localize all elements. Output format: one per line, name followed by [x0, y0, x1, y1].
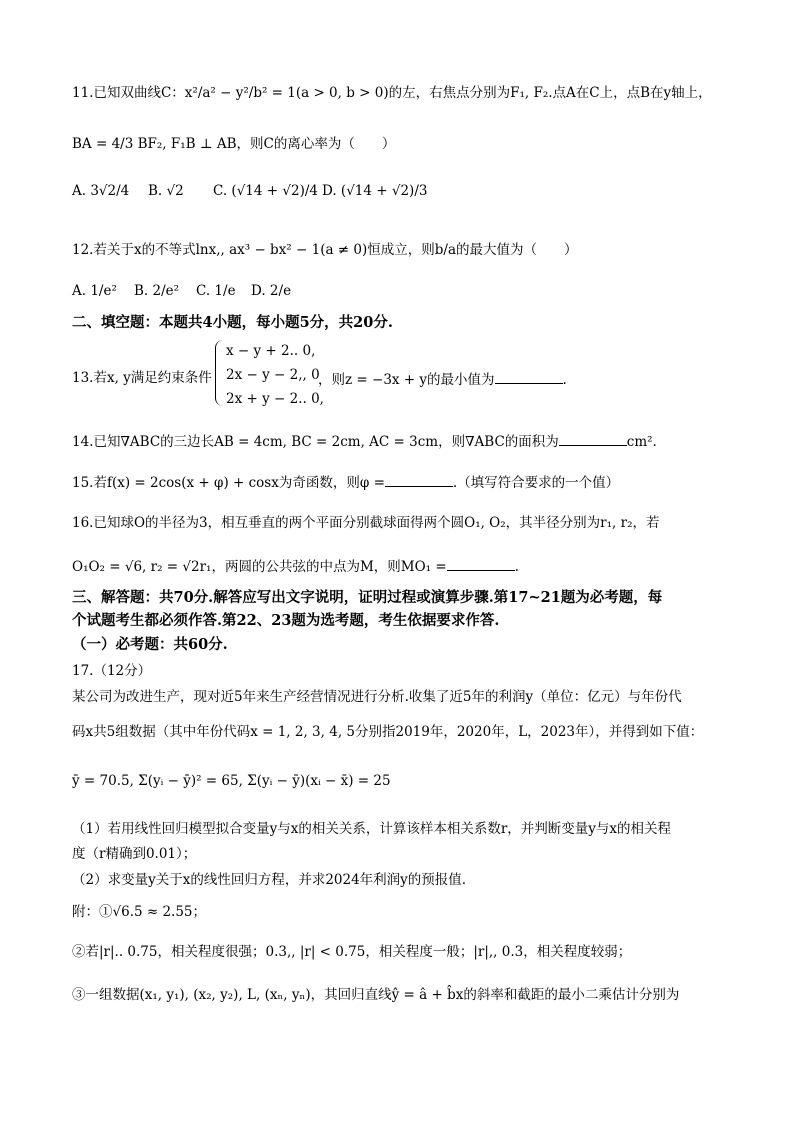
q14-answer-blank[interactable]	[559, 431, 627, 446]
q13-constraint-1: x − y + 2.. 0,	[226, 343, 316, 359]
q11-option-d: D. (√14 + √2)/3	[322, 183, 428, 199]
q17-part1-line2: 度（r精确到0.01）；	[72, 846, 197, 862]
section3-heading-line1: 三、解答题：共70分.解答应写出文字说明，证明过程或演算步骤.第17~21题为必考题，每	[72, 589, 663, 606]
q11-option-a: A. 3√2/4	[72, 183, 130, 199]
q17-head: 17.（12分）	[72, 663, 152, 679]
q15-question: 15.若f(x) = 2cos(x + φ) + cosx为奇函数，则φ =	[72, 475, 385, 491]
q15-answer-blank[interactable]	[385, 472, 453, 487]
q12-option-d: D. 2/e	[251, 283, 292, 299]
q13-end: .	[562, 372, 567, 388]
q16-line2	[72, 556, 519, 576]
q17-given-values: ȳ = 70.5, Σ(yᵢ − ȳ)² = 65, Σ(yᵢ − ȳ)(xᵢ − x̄) = 25	[72, 773, 391, 789]
section3-subheading: （一）必考题：共60分.	[72, 636, 228, 653]
q14-question: 14.已知∇ABC的三边长AB = 4cm, BC = 2cm, AC = 3cm，则∇ABC的面积为	[72, 434, 559, 450]
q12-option-c: C. 1/e	[196, 283, 236, 299]
q11-option-c: C. (√14 + √2)/4	[213, 183, 318, 199]
q12-line1: 12.若关于x的不等式lnx,, ax³ − bx² − 1(a ≠ 0)恒成立，则b/a的最大值为（ ）	[72, 242, 578, 258]
q17-paragraph-2: 码x共5组数据（其中年份代码x = 1, 2, 3, 4, 5分别指2019年，2020年，L，2023年），并得到如下值：	[72, 724, 704, 740]
q13-answer-blank[interactable]	[495, 369, 563, 384]
q15-line	[72, 472, 619, 492]
q16-question: O₁O₂ = √6, r₂ = √2r₁，两圆的公共弦的中点为M，则MO₁ =	[72, 559, 447, 575]
q13-constraint-3: 2x + y − 2.. 0,	[226, 391, 324, 407]
q17-part1-line1: （1）若用线性回归模型拟合变量y与x的相关关系，计算该样本相关系数r，并判断变量y与x的相关程	[72, 821, 672, 837]
q14-line	[72, 431, 657, 451]
q17-appendix-1: 附：①√6.5 ≈ 2.55；	[72, 904, 207, 920]
q17-paragraph-1: 某公司为改进生产，现对近5年来生产经营情况进行分析.收集了近5年的利润y（单位：亿元）与年份代	[72, 689, 682, 705]
q16-end: .	[514, 559, 519, 575]
q17-appendix-3: ③一组数据(x₁, y₁), (x₂, y₂), L, (xₙ, yₙ)，其回归直线ŷ = â + b̂x的斜率和截距的最小二乘估计分别为	[72, 987, 680, 1003]
q12-option-b: B. 2/e²	[134, 283, 180, 299]
section2-heading: 二、填空题：本题共4小题，每小题5分，共20分.	[72, 314, 393, 331]
q13-prefix: 13.若x, y满足约束条件	[72, 370, 212, 386]
q11-line1: 11.已知双曲线C：x²/a² − y²/b² = 1(a > 0, b > 0)的左，右焦点分别为F₁, F₂.点A在C上，点B在y轴上，	[72, 85, 712, 101]
q13-suffix	[318, 369, 567, 389]
q11-option-b: B. √2	[148, 183, 184, 199]
q17-part2: （2）求变量y关于x的线性回归方程，并求2024年利润y的预报值.	[72, 872, 467, 888]
q16-answer-blank[interactable]	[447, 556, 515, 571]
q17-appendix-2: ②若|r|.. 0.75，相关程度很强；0.3,, |r| < 0.75，相关程度一般；|r|,, 0.3，相关程度较弱；	[72, 944, 632, 960]
q11-line2: BA = 4/3 BF₂, F₁B ⊥ AB，则C的离心率为（ ）	[72, 136, 396, 152]
q13-question: ，则z = −3x + y的最小值为	[318, 372, 495, 388]
section3-heading-line2: 个试题考生都必须作答.第22、23题为选考题，考生依据要求作答.	[72, 612, 500, 629]
q12-option-a: A. 1/e²	[72, 283, 117, 299]
q13-brace	[215, 340, 226, 406]
q15-tail: .（填写符合要求的一个值）	[452, 475, 620, 491]
q16-line1: 16.已知球O的半径为3，相互垂直的两个平面分别截球面得两个圆O₁, O₂，其半径分别为r₁, r₂，若	[72, 515, 660, 531]
q14-unit: cm².	[626, 434, 657, 450]
q13-constraint-2: 2x − y − 2,, 0	[226, 367, 320, 383]
